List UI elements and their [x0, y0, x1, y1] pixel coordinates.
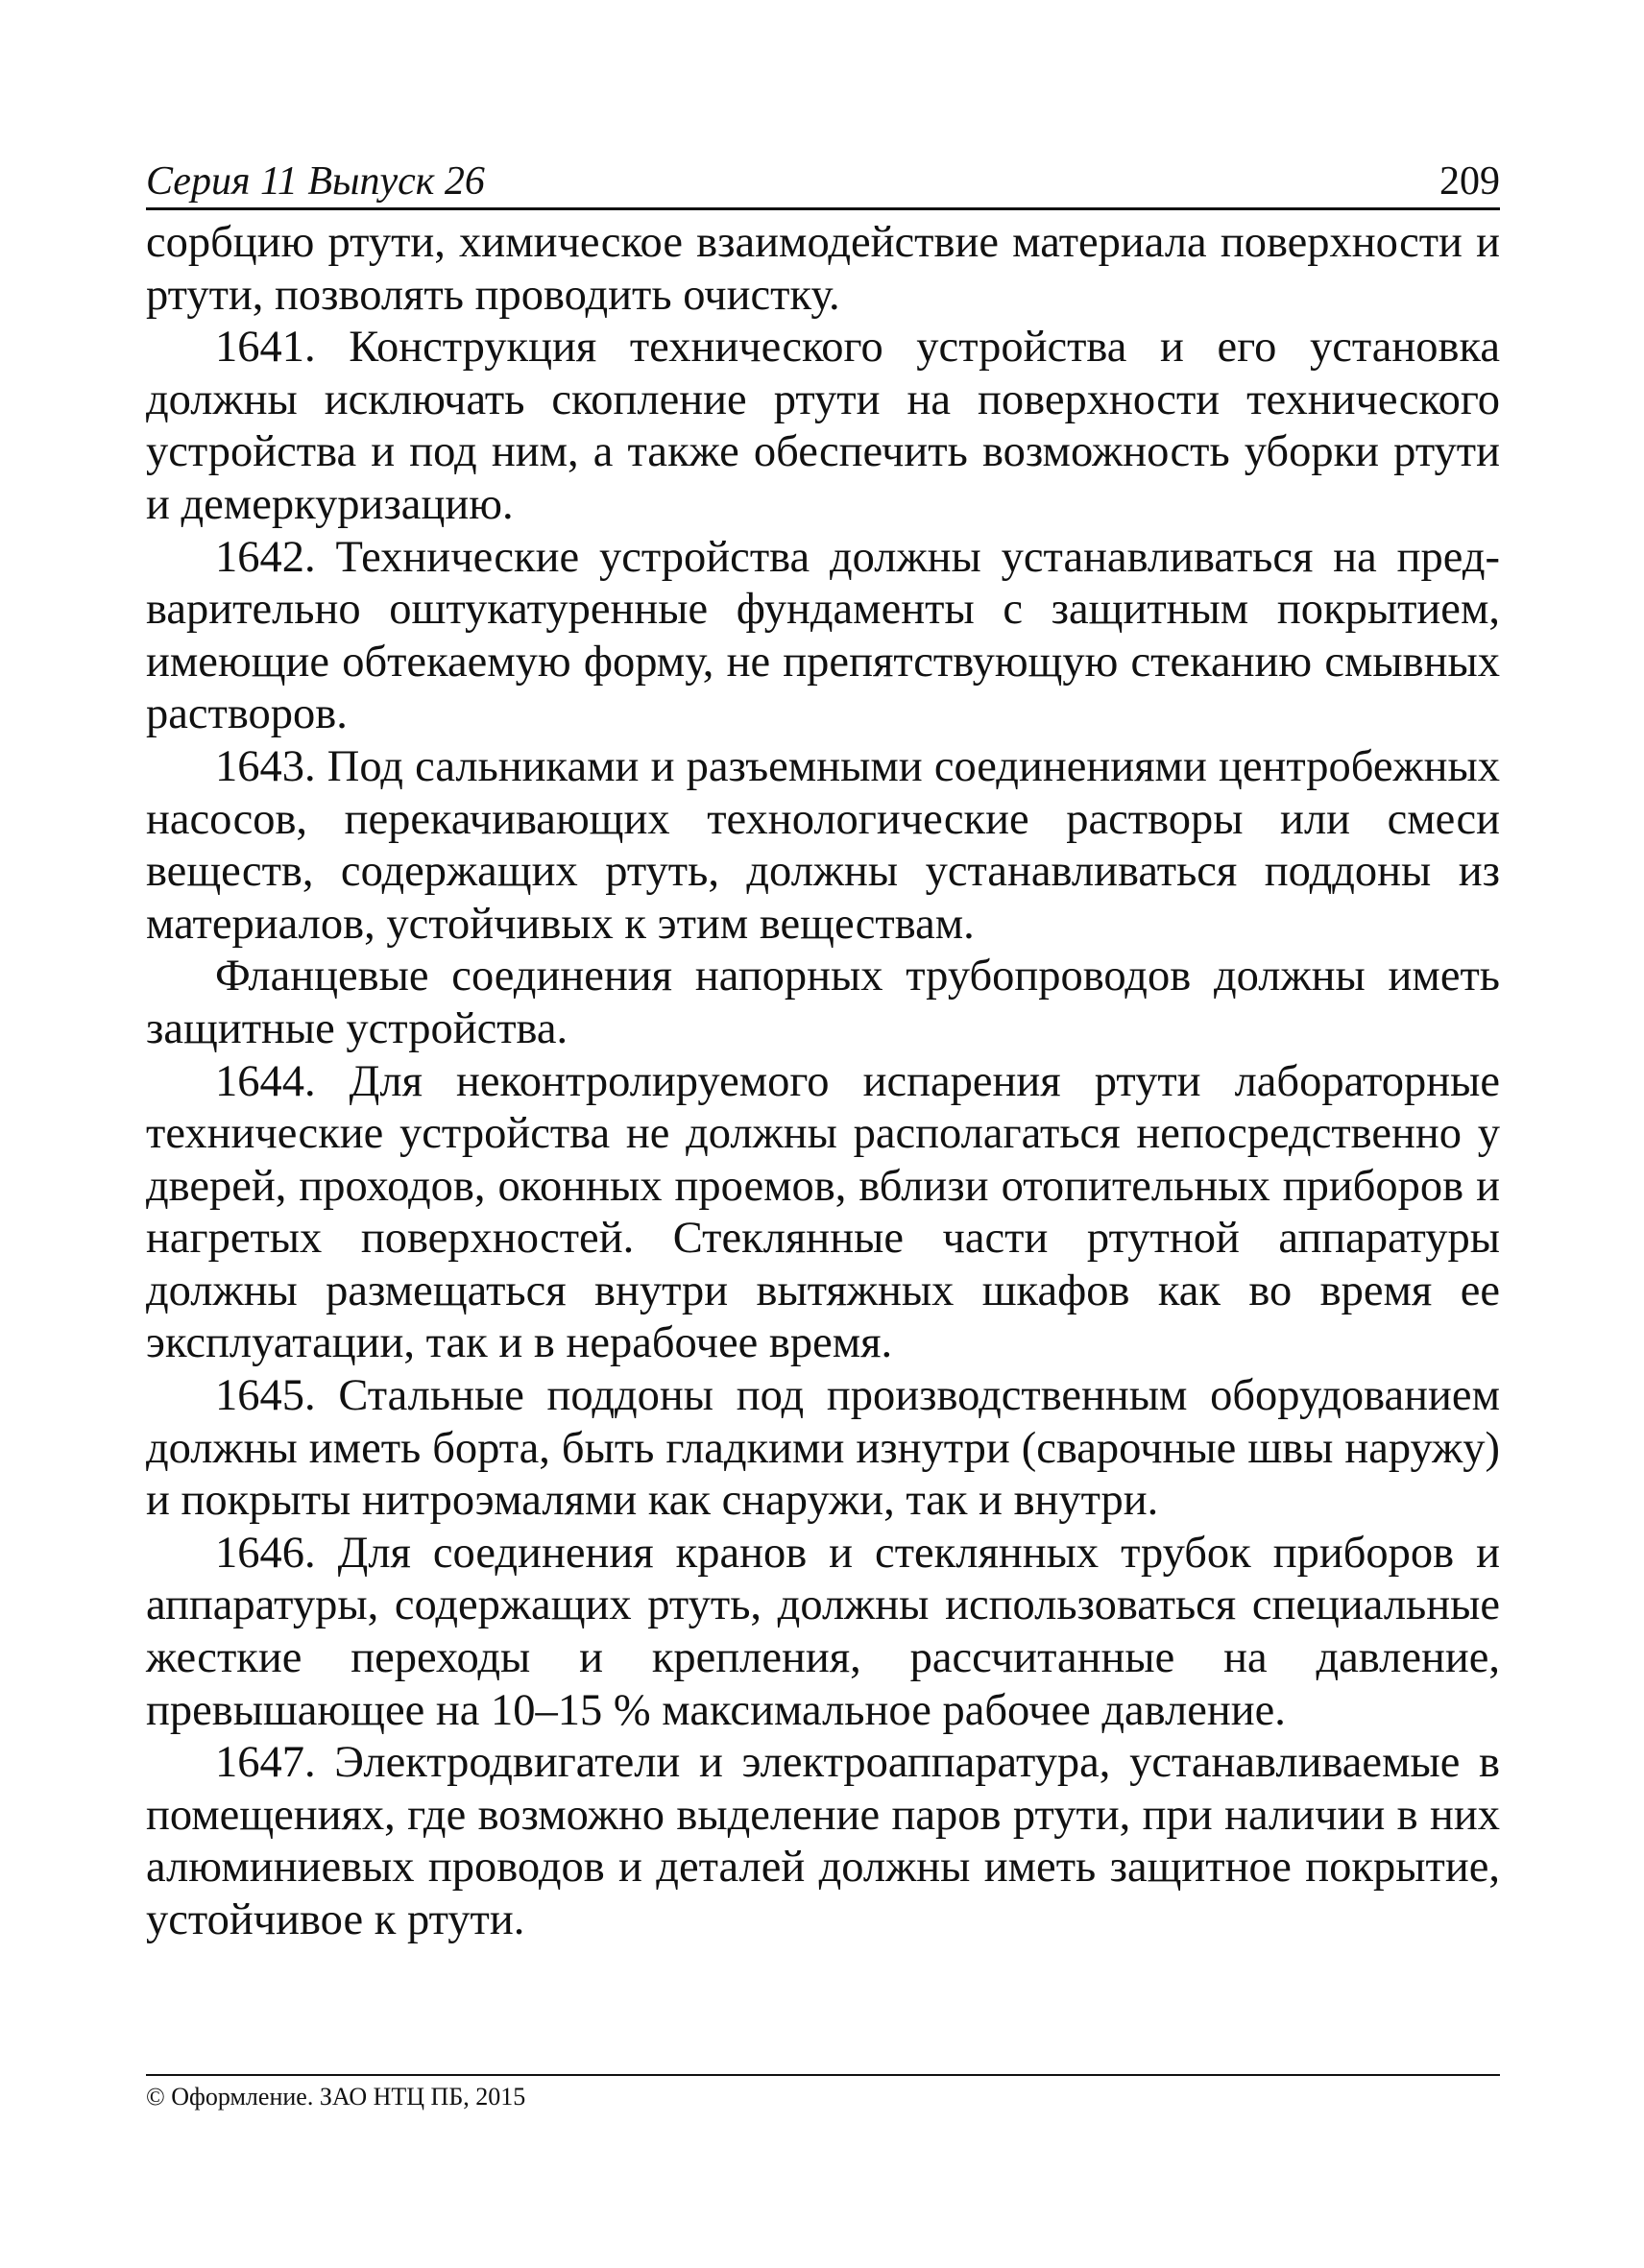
paragraph-1642: 1642. Технические устройства должны устанавливаться на предварительно оштукатуренные фундаменты с защитным покрытием, имеющие обтекаемую форму, не препятствующую стеканию смывных растворов. — [146, 532, 1500, 739]
paragraph-1644: 1644. Для неконтролируемого испарения ртути лабораторные технические устройства не должны располагаться непосредственно у дверей, проходов, оконных проемов, вблизи отопительных приборов и нагретых поверхностей. Стеклянные части ртутной аппаратуры должны размещаться внутри вытяжных шкафов как во время ее эксплуатации, так и в нерабочее время. — [146, 1056, 1500, 1368]
paragraph-continuation: сорбцию ртути, химическое взаимодействие материала поверхности и ртути, позволять проводить очистку. — [146, 218, 1500, 320]
header-rule — [146, 207, 1500, 210]
paragraph-1643: 1643. Под сальниками и разъемными соединениями центробежных насосов, перекачивающих технологические растворы или смеси веществ, содержащих ртуть, должны устанавливаться поддоны из материалов, устойчивых к этим веществам. — [146, 741, 1500, 949]
body-text — [146, 217, 1500, 1947]
paragraph-1641: 1641. Конструкция технического устройства и его установка должны исключать скопление ртути на поверхности технического устройства и под ним, а также обеспечить возможность уборки ртути и демеркуризацию. — [146, 323, 1500, 529]
paragraph-1646: 1646. Для соединения кранов и стеклянных трубок приборов и аппаратуры, содержащих ртуть, должны использоваться специальные жесткие переходы и крепления, рассчитанные на давление, превышающее на 10–15 % максимальное рабочее давление. — [146, 1528, 1500, 1735]
paragraph-1645: 1645. Стальные поддоны под производственным оборудованием должны иметь борта, быть гладкими изнутри (сварочные швы наружу) и покрыты нитроэмалями как снаружи, так и внутри. — [146, 1371, 1500, 1526]
paragraph-flanges: Фланцевые соединения напорных трубопроводов должны иметь защитные устройства. — [146, 952, 1500, 1053]
copyright-footer: © Оформление. ЗАО НТЦ ПБ, 2015 — [146, 2083, 526, 2111]
running-header — [146, 144, 1500, 211]
series-title: Серия 11 Выпуск 26 — [146, 159, 485, 204]
footer-rule — [146, 2074, 1500, 2076]
page-number: 209 — [1439, 159, 1500, 204]
paragraph-1647: 1647. Электродвигатели и электроаппаратура, устанавливаемые в помещениях, где возможно выделение паров ртути, при наличии в них алюминиевых проводов и деталей должны иметь защитное покрытие, устойчивое к ртути. — [146, 1738, 1500, 1944]
